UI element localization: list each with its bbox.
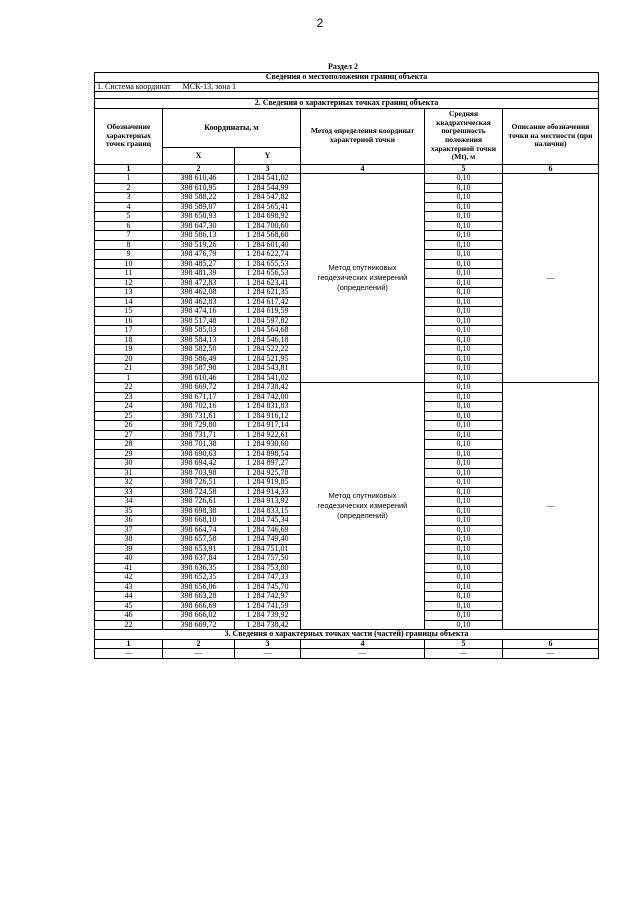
coord-x: 398 653,91 [163,544,235,554]
point-number: 34 [95,497,163,507]
section2-title-row [95,99,599,109]
header-x: X [163,147,235,164]
error-mt: 0,10 [425,269,503,279]
point-number: 12 [95,278,163,288]
coord-y: 1 284 745,70 [235,582,301,592]
coord-x: 398 650,93 [163,212,235,222]
coord-x: 398 610,46 [163,174,235,184]
coord-y: 1 284 564,68 [235,326,301,336]
coord-x: 398 724,58 [163,487,235,497]
coord-y: 1 284 601,40 [235,240,301,250]
error-mt: 0,10 [425,601,503,611]
coord-x: 398 587,98 [163,364,235,374]
coord-y: 1 284 833,15 [235,506,301,516]
error-mt: 0,10 [425,221,503,231]
point-number: 45 [95,601,163,611]
point-number: 21 [95,364,163,374]
error-mt: 0,10 [425,259,503,269]
coord-x: 398 519,26 [163,240,235,250]
section3-column-number: 2 [163,639,235,649]
error-mt: 0,10 [425,573,503,583]
coord-x: 398 586,13 [163,231,235,241]
coord-y: 1 284 747,33 [235,573,301,583]
point-number: 44 [95,592,163,602]
error-mt: 0,10 [425,316,503,326]
coord-x: 398 652,35 [163,573,235,583]
section3-numbers-row [95,639,599,649]
point-number: 6 [95,221,163,231]
point-number: 13 [95,288,163,298]
coord-x: 398 474,16 [163,307,235,317]
coord-x: 398 656,06 [163,582,235,592]
coord-x: 398 589,07 [163,202,235,212]
coord-x: 398 698,38 [163,506,235,516]
coord-x: 398 476,79 [163,250,235,260]
error-mt: 0,10 [425,487,503,497]
column-numbers-row [95,164,599,174]
coord-y: 1 284 925,78 [235,468,301,478]
point-number: 18 [95,335,163,345]
point-number: 39 [95,544,163,554]
coord-x: 398 588,22 [163,193,235,203]
error-mt: 0,10 [425,535,503,545]
coord-y: 1 284 919,85 [235,478,301,488]
error-mt: 0,10 [425,335,503,345]
point-row [95,383,599,393]
coord-x: 398 701,38 [163,440,235,450]
header-point-designation: Обозначение характерных точек границ [95,108,163,164]
coord-x: 398 671,17 [163,392,235,402]
column-number: 4 [301,164,425,174]
error-mt: 0,10 [425,620,503,630]
method-cell: Метод спутниковых геодезических измерений (определений) [301,383,425,630]
boundary-heading: Сведения о местоположении границ объекта [95,73,599,83]
point-number: 36 [95,516,163,526]
point-number: 43 [95,582,163,592]
error-mt: 0,10 [425,202,503,212]
error-mt: 0,10 [425,582,503,592]
point-number: 15 [95,307,163,317]
point-number: 23 [95,392,163,402]
point-number: 46 [95,611,163,621]
point-number: 40 [95,554,163,564]
error-mt: 0,10 [425,288,503,298]
error-mt: 0,10 [425,554,503,564]
error-mt: 0,10 [425,478,503,488]
coord-system [95,82,599,92]
coord-y: 1 284 597,82 [235,316,301,326]
error-mt: 0,10 [425,497,503,507]
error-mt: 0,10 [425,525,503,535]
coord-y: 1 284 541,02 [235,373,301,383]
point-number: 19 [95,345,163,355]
coord-y: 1 284 916,12 [235,411,301,421]
error-mt: 0,10 [425,278,503,288]
error-mt: 0,10 [425,307,503,317]
coord-x: 398 664,74 [163,525,235,535]
coord-y: 1 284 757,50 [235,554,301,564]
coord-x: 398 666,02 [163,611,235,621]
point-number: 8 [95,240,163,250]
section3-title: 3. Сведения о характерных точках части (частей) границы объекта [95,630,599,640]
coord-y: 1 284 898,54 [235,449,301,459]
point-number: 14 [95,297,163,307]
coord-x: 398 669,72 [163,620,235,630]
error-mt: 0,10 [425,392,503,402]
method-cell: Метод спутниковых геодезических измерений (определений) [301,174,425,383]
point-number: 3 [95,193,163,203]
coord-x: 398 636,35 [163,563,235,573]
coord-system-row [95,82,599,92]
error-mt: 0,10 [425,354,503,364]
point-number: 5 [95,212,163,222]
coord-x: 398 703,98 [163,468,235,478]
section3-empty-row [95,649,599,659]
point-number: 22 [95,383,163,393]
coord-system-value: МСК-13, зона 1 [182,82,237,91]
page-number: 2 [316,16,324,30]
coord-y: 1 284 700,60 [235,221,301,231]
coord-y: 1 284 544,99 [235,183,301,193]
coord-y: 1 284 656,53 [235,269,301,279]
section3-column-number: 5 [425,639,503,649]
coord-x: 398 582,50 [163,345,235,355]
point-number: 11 [95,269,163,279]
column-number: 3 [235,164,301,174]
coord-y: 1 284 913,92 [235,497,301,507]
error-mt: 0,10 [425,506,503,516]
error-mt: 0,10 [425,459,503,469]
coord-x: 398 485,27 [163,259,235,269]
description-cell: — [503,174,599,383]
coord-y: 1 284 917,14 [235,421,301,431]
coord-y: 1 284 655,53 [235,259,301,269]
coord-x: 398 663,28 [163,592,235,602]
error-mt: 0,10 [425,174,503,184]
section3-cell: — [95,649,163,659]
coord-y: 1 284 746,69 [235,525,301,535]
coord-y: 1 284 546,18 [235,335,301,345]
error-mt: 0,10 [425,402,503,412]
coord-y: 1 284 623,41 [235,278,301,288]
coord-x: 398 726,61 [163,497,235,507]
coord-y: 1 284 745,34 [235,516,301,526]
error-mt: 0,10 [425,592,503,602]
coord-y: 1 284 753,80 [235,563,301,573]
section3-column-number: 4 [301,639,425,649]
coord-x: 398 610,95 [163,183,235,193]
point-number: 29 [95,449,163,459]
contour-2-rows [95,383,599,630]
coord-y: 1 284 622,74 [235,250,301,260]
point-number: 20 [95,354,163,364]
coord-y: 1 284 831,83 [235,402,301,412]
section3-cell: — [163,649,235,659]
section3-title-row [95,630,599,640]
coord-x: 398 666,69 [163,601,235,611]
point-number: 27 [95,430,163,440]
point-row [95,174,599,184]
section3-cell: — [425,649,503,659]
coord-y: 1 284 914,33 [235,487,301,497]
point-number: 4 [95,202,163,212]
point-number: 24 [95,402,163,412]
coord-y: 1 284 922,61 [235,430,301,440]
coord-x: 398 731,71 [163,430,235,440]
point-number: 31 [95,468,163,478]
coord-x: 398 731,61 [163,411,235,421]
header-y: Y [235,147,301,164]
point-number: 42 [95,573,163,583]
coord-y: 1 284 521,95 [235,354,301,364]
coord-x: 398 610,46 [163,373,235,383]
coord-x: 398 462,08 [163,288,235,298]
coord-y: 1 284 547,82 [235,193,301,203]
coord-x: 398 517,48 [163,316,235,326]
description-cell: — [503,383,599,630]
column-number: 2 [163,164,235,174]
point-number: 16 [95,316,163,326]
error-mt: 0,10 [425,193,503,203]
point-number: 37 [95,525,163,535]
section3-cell: — [503,649,599,659]
coord-x: 398 694,42 [163,459,235,469]
error-mt: 0,10 [425,326,503,336]
coord-x: 398 637,84 [163,554,235,564]
coord-y: 1 284 897,27 [235,459,301,469]
point-number: 33 [95,487,163,497]
coord-x: 398 657,58 [163,535,235,545]
coord-x: 398 669,72 [163,383,235,393]
column-number: 1 [95,164,163,174]
coord-y: 1 284 698,92 [235,212,301,222]
error-mt: 0,10 [425,240,503,250]
error-mt: 0,10 [425,440,503,450]
error-mt: 0,10 [425,468,503,478]
point-number: 38 [95,535,163,545]
error-mt: 0,10 [425,383,503,393]
coord-y: 1 284 621,35 [235,288,301,298]
point-number: 10 [95,259,163,269]
header-description: Описание обозначения точки на местности (при наличии) [503,108,599,164]
coord-y: 1 284 738,42 [235,620,301,630]
coord-y: 1 284 619,59 [235,307,301,317]
header-method: Метод определения координат характерной точки [301,108,425,164]
coord-x: 398 702,16 [163,402,235,412]
coord-x: 398 690,63 [163,449,235,459]
point-number: 17 [95,326,163,336]
coord-y: 1 284 749,40 [235,535,301,545]
error-mt: 0,10 [425,449,503,459]
coord-x: 398 586,49 [163,354,235,364]
point-number: 26 [95,421,163,431]
error-mt: 0,10 [425,250,503,260]
error-mt: 0,10 [425,364,503,374]
boundary-table [94,72,599,659]
error-mt: 0,10 [425,373,503,383]
coord-y: 1 284 543,81 [235,364,301,374]
point-number: 22 [95,620,163,630]
contour-1-rows [95,174,599,383]
section3-column-number: 1 [95,639,163,649]
point-number: 7 [95,231,163,241]
section3-cell: — [235,649,301,659]
section3-column-number: 3 [235,639,301,649]
coord-x: 398 668,10 [163,516,235,526]
coord-x: 398 729,80 [163,421,235,431]
section2-title: 2. Сведения о характерных точках границ объекта [95,99,599,109]
coord-y: 1 284 522,22 [235,345,301,355]
spacer-row [95,92,599,99]
coord-y: 1 284 742,97 [235,592,301,602]
section-title: Раздел 2 [327,62,359,71]
coord-x: 398 726,51 [163,478,235,488]
spacer-cell [95,92,599,99]
coord-x: 398 481,39 [163,269,235,279]
coord-x: 398 584,13 [163,335,235,345]
error-mt: 0,10 [425,430,503,440]
coord-y: 1 284 739,92 [235,611,301,621]
point-number: 32 [95,478,163,488]
section3-cell: — [301,649,425,659]
coord-y: 1 284 617,42 [235,297,301,307]
error-mt: 0,10 [425,212,503,222]
point-number: 1 [95,373,163,383]
column-number: 5 [425,164,503,174]
coord-x: 398 472,83 [163,278,235,288]
boundary-heading-row [95,73,599,83]
error-mt: 0,10 [425,345,503,355]
coord-x: 398 647,30 [163,221,235,231]
error-mt: 0,10 [425,563,503,573]
point-number: 2 [95,183,163,193]
coord-system-label: 1. Система координат [97,82,171,91]
error-mt: 0,10 [425,297,503,307]
coord-x: 398 585,03 [163,326,235,336]
section3-column-number: 6 [503,639,599,649]
point-number: 41 [95,563,163,573]
error-mt: 0,10 [425,183,503,193]
coord-y: 1 284 568,60 [235,231,301,241]
point-number: 9 [95,250,163,260]
error-mt: 0,10 [425,611,503,621]
error-mt: 0,10 [425,544,503,554]
point-number: 30 [95,459,163,469]
error-mt: 0,10 [425,421,503,431]
coord-x: 398 462,83 [163,297,235,307]
header-coordinates: Координаты, м [163,108,301,147]
point-number: 1 [95,174,163,184]
point-number: 35 [95,506,163,516]
coord-y: 1 284 565,41 [235,202,301,212]
point-number: 25 [95,411,163,421]
header-row [95,108,599,147]
coord-y: 1 284 541,02 [235,174,301,184]
error-mt: 0,10 [425,411,503,421]
error-mt: 0,10 [425,516,503,526]
coord-y: 1 284 742,00 [235,392,301,402]
point-number: 28 [95,440,163,450]
error-mt: 0,10 [425,231,503,241]
column-number: 6 [503,164,599,174]
coord-y: 1 284 741,59 [235,601,301,611]
coord-y: 1 284 930,60 [235,440,301,450]
coord-y: 1 284 751,01 [235,544,301,554]
header-error: Средняя квадратическая погрешность положения характерной точки (Mt), м [425,108,503,164]
coord-y: 1 284 738,42 [235,383,301,393]
